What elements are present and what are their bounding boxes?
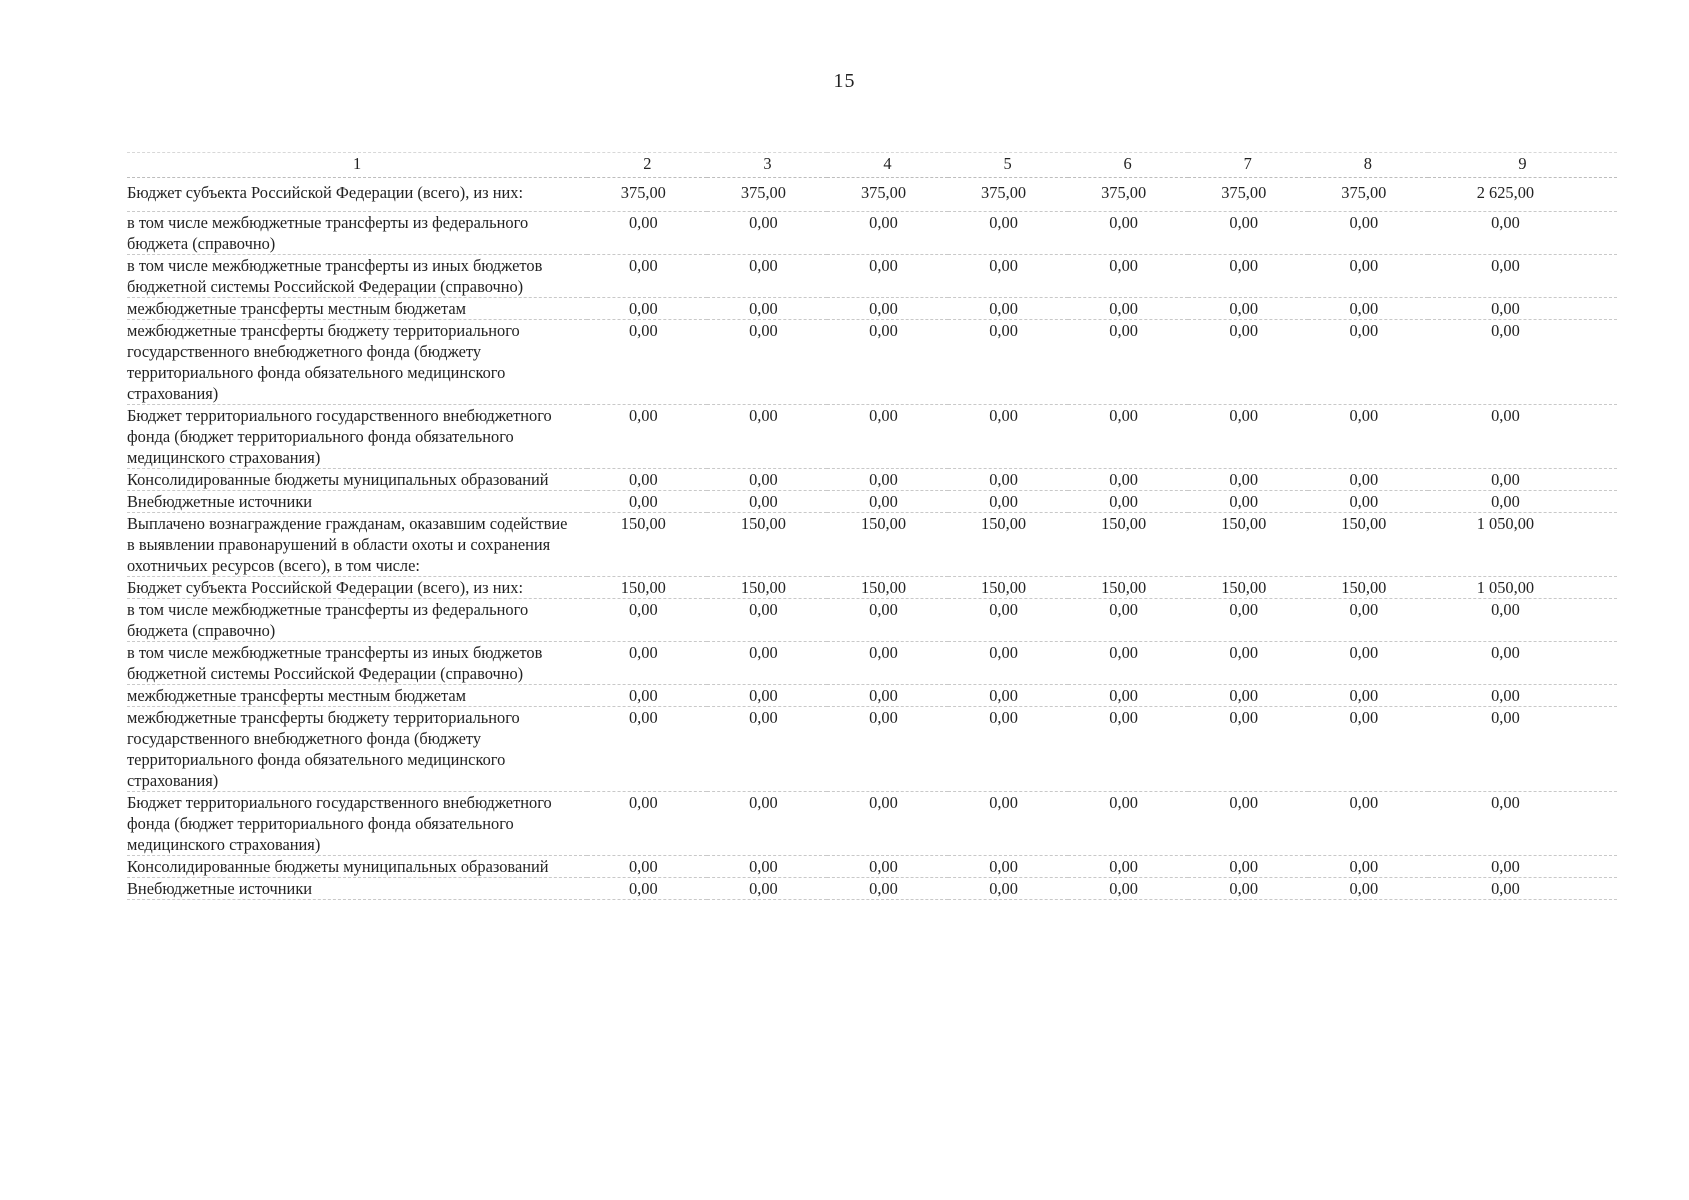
row-year-value: 0,00 — [827, 878, 947, 900]
row-year-value: 0,00 — [827, 469, 947, 491]
column-header: 8 — [1308, 153, 1428, 178]
row-total-value: 0,00 — [1428, 878, 1617, 900]
row-year-value: 0,00 — [1308, 255, 1428, 298]
row-year-value: 0,00 — [587, 856, 707, 878]
row-label: межбюджетные трансферты бюджету территориального государственного внебюджетного фонда (бюджету территориального фонда обязательного медицинского страхования) — [127, 320, 587, 405]
row-total-value: 2 625,00 — [1428, 178, 1617, 212]
row-year-value: 0,00 — [1308, 491, 1428, 513]
row-year-value: 0,00 — [1188, 707, 1308, 792]
row-year-value: 0,00 — [1308, 792, 1428, 856]
row-year-value: 0,00 — [587, 255, 707, 298]
row-year-value: 150,00 — [707, 513, 827, 577]
row-year-value: 0,00 — [1068, 405, 1188, 469]
row-label: Бюджет территориального государственного внебюджетного фонда (бюджет территориального фонда обязательного медицинского страхования) — [127, 792, 587, 856]
row-total-value: 0,00 — [1428, 599, 1617, 642]
row-year-value: 150,00 — [587, 513, 707, 577]
row-year-value: 375,00 — [587, 178, 707, 212]
column-header: 2 — [587, 153, 707, 178]
row-total-value: 0,00 — [1428, 856, 1617, 878]
row-year-value: 0,00 — [1068, 298, 1188, 320]
row-year-value: 0,00 — [827, 642, 947, 685]
row-year-value: 0,00 — [587, 792, 707, 856]
row-year-value: 0,00 — [1068, 212, 1188, 255]
row-year-value: 0,00 — [707, 255, 827, 298]
row-year-value: 0,00 — [1068, 856, 1188, 878]
row-year-value: 0,00 — [1308, 298, 1428, 320]
table-row — [127, 513, 1617, 577]
table-row — [127, 792, 1617, 856]
row-year-value: 150,00 — [587, 577, 707, 599]
row-year-value: 0,00 — [707, 685, 827, 707]
row-year-value: 0,00 — [707, 405, 827, 469]
row-year-value: 0,00 — [948, 642, 1068, 685]
row-total-value: 0,00 — [1428, 792, 1617, 856]
row-year-value: 150,00 — [1068, 577, 1188, 599]
row-year-value: 0,00 — [1068, 469, 1188, 491]
row-year-value: 0,00 — [1068, 599, 1188, 642]
budget-table — [127, 152, 1617, 900]
row-year-value: 0,00 — [1308, 405, 1428, 469]
row-year-value: 375,00 — [707, 178, 827, 212]
row-year-value: 0,00 — [707, 856, 827, 878]
row-year-value: 0,00 — [1068, 685, 1188, 707]
row-year-value: 0,00 — [1188, 642, 1308, 685]
row-total-value: 1 050,00 — [1428, 513, 1617, 577]
row-label: межбюджетные трансферты бюджету территориального государственного внебюджетного фонда (бюджету территориального фонда обязательного медицинского страхования) — [127, 707, 587, 792]
row-year-value: 0,00 — [948, 298, 1068, 320]
table-row — [127, 405, 1617, 469]
row-year-value: 0,00 — [1308, 212, 1428, 255]
row-year-value: 0,00 — [707, 599, 827, 642]
row-year-value: 0,00 — [587, 469, 707, 491]
row-label: Внебюджетные источники — [127, 491, 587, 513]
table-row — [127, 878, 1617, 900]
row-total-value: 0,00 — [1428, 685, 1617, 707]
row-year-value: 0,00 — [948, 212, 1068, 255]
row-year-value: 0,00 — [587, 685, 707, 707]
column-header: 7 — [1188, 153, 1308, 178]
row-label: межбюджетные трансферты местным бюджетам — [127, 685, 587, 707]
row-year-value: 0,00 — [1188, 878, 1308, 900]
table-row — [127, 599, 1617, 642]
row-year-value: 0,00 — [827, 212, 947, 255]
row-label: в том числе межбюджетные трансферты из иных бюджетов бюджетной системы Российской Федерации (справочно) — [127, 642, 587, 685]
row-year-value: 0,00 — [587, 707, 707, 792]
row-year-value: 0,00 — [1188, 298, 1308, 320]
row-year-value: 0,00 — [827, 856, 947, 878]
row-year-value: 0,00 — [707, 642, 827, 685]
row-year-value: 150,00 — [1188, 513, 1308, 577]
row-year-value: 0,00 — [1308, 642, 1428, 685]
table-body — [127, 178, 1617, 900]
row-year-value: 0,00 — [948, 491, 1068, 513]
row-year-value: 0,00 — [948, 405, 1068, 469]
row-year-value: 0,00 — [827, 491, 947, 513]
row-year-value: 0,00 — [1308, 599, 1428, 642]
row-year-value: 0,00 — [948, 685, 1068, 707]
table-row — [127, 298, 1617, 320]
table-row — [127, 178, 1617, 212]
row-year-value: 0,00 — [827, 255, 947, 298]
row-year-value: 0,00 — [948, 707, 1068, 792]
row-total-value: 0,00 — [1428, 320, 1617, 405]
row-year-value: 375,00 — [1188, 178, 1308, 212]
row-year-value: 150,00 — [948, 577, 1068, 599]
row-year-value: 150,00 — [827, 513, 947, 577]
row-total-value: 0,00 — [1428, 469, 1617, 491]
row-year-value: 150,00 — [827, 577, 947, 599]
row-year-value: 0,00 — [827, 320, 947, 405]
table-row — [127, 685, 1617, 707]
row-label: в том числе межбюджетные трансферты из иных бюджетов бюджетной системы Российской Федерации (справочно) — [127, 255, 587, 298]
row-year-value: 0,00 — [827, 685, 947, 707]
row-total-value: 1 050,00 — [1428, 577, 1617, 599]
row-year-value: 150,00 — [1068, 513, 1188, 577]
row-year-value: 150,00 — [1308, 577, 1428, 599]
row-year-value: 0,00 — [587, 212, 707, 255]
row-year-value: 0,00 — [1308, 469, 1428, 491]
row-year-value: 0,00 — [827, 599, 947, 642]
row-total-value: 0,00 — [1428, 642, 1617, 685]
row-label: Консолидированные бюджеты муниципальных образований — [127, 469, 587, 491]
row-year-value: 0,00 — [827, 405, 947, 469]
row-total-value: 0,00 — [1428, 255, 1617, 298]
row-label: Консолидированные бюджеты муниципальных образований — [127, 856, 587, 878]
row-year-value: 0,00 — [1188, 255, 1308, 298]
row-year-value: 0,00 — [1308, 878, 1428, 900]
row-year-value: 0,00 — [1068, 792, 1188, 856]
row-year-value: 0,00 — [948, 792, 1068, 856]
row-year-value: 0,00 — [587, 491, 707, 513]
row-year-value: 0,00 — [1068, 707, 1188, 792]
row-year-value: 0,00 — [1068, 320, 1188, 405]
row-year-value: 0,00 — [1188, 320, 1308, 405]
table-row — [127, 320, 1617, 405]
row-total-value: 0,00 — [1428, 298, 1617, 320]
row-total-value: 0,00 — [1428, 212, 1617, 255]
row-year-value: 0,00 — [827, 298, 947, 320]
table-row — [127, 642, 1617, 685]
row-year-value: 0,00 — [587, 878, 707, 900]
row-year-value: 150,00 — [1188, 577, 1308, 599]
row-year-value: 0,00 — [587, 599, 707, 642]
row-year-value: 0,00 — [587, 642, 707, 685]
row-year-value: 0,00 — [1188, 856, 1308, 878]
row-label: Бюджет субъекта Российской Федерации (всего), из них: — [127, 577, 587, 599]
column-header: 6 — [1068, 153, 1188, 178]
row-year-value: 0,00 — [1188, 599, 1308, 642]
table-row — [127, 856, 1617, 878]
row-year-value: 375,00 — [827, 178, 947, 212]
row-year-value: 0,00 — [707, 320, 827, 405]
table-row — [127, 469, 1617, 491]
row-year-value: 0,00 — [1188, 491, 1308, 513]
column-header: 5 — [948, 153, 1068, 178]
column-header: 3 — [707, 153, 827, 178]
column-header: 9 — [1428, 153, 1617, 178]
row-year-value: 150,00 — [948, 513, 1068, 577]
row-total-value: 0,00 — [1428, 405, 1617, 469]
row-label: в том числе межбюджетные трансферты из федерального бюджета (справочно) — [127, 212, 587, 255]
row-year-value: 0,00 — [827, 707, 947, 792]
table-row — [127, 491, 1617, 513]
row-label: в том числе межбюджетные трансферты из федерального бюджета (справочно) — [127, 599, 587, 642]
row-label: Бюджет субъекта Российской Федерации (всего), из них: — [127, 178, 587, 212]
page-number: 15 — [833, 70, 856, 92]
row-year-value: 0,00 — [1188, 469, 1308, 491]
column-header: 4 — [827, 153, 947, 178]
row-year-value: 0,00 — [948, 469, 1068, 491]
row-year-value: 0,00 — [707, 212, 827, 255]
row-year-value: 0,00 — [827, 792, 947, 856]
row-year-value: 0,00 — [1068, 255, 1188, 298]
row-year-value: 0,00 — [948, 856, 1068, 878]
row-year-value: 0,00 — [1188, 685, 1308, 707]
row-year-value: 0,00 — [948, 320, 1068, 405]
row-total-value: 0,00 — [1428, 491, 1617, 513]
row-year-value: 0,00 — [707, 298, 827, 320]
row-year-value: 0,00 — [1188, 212, 1308, 255]
row-year-value: 0,00 — [707, 469, 827, 491]
row-year-value: 0,00 — [948, 878, 1068, 900]
row-year-value: 0,00 — [1068, 642, 1188, 685]
row-year-value: 375,00 — [1068, 178, 1188, 212]
row-year-value: 0,00 — [587, 298, 707, 320]
row-year-value: 0,00 — [1308, 707, 1428, 792]
table-row — [127, 212, 1617, 255]
header-row — [127, 153, 1617, 178]
row-year-value: 150,00 — [1308, 513, 1428, 577]
row-year-value: 0,00 — [1068, 491, 1188, 513]
row-year-value: 375,00 — [948, 178, 1068, 212]
row-year-value: 0,00 — [1188, 792, 1308, 856]
row-total-value: 0,00 — [1428, 707, 1617, 792]
table-row — [127, 707, 1617, 792]
row-year-value: 0,00 — [707, 707, 827, 792]
column-header: 1 — [127, 153, 587, 178]
row-year-value: 375,00 — [1308, 178, 1428, 212]
table-row — [127, 255, 1617, 298]
row-year-value: 0,00 — [948, 255, 1068, 298]
row-label: межбюджетные трансферты местным бюджетам — [127, 298, 587, 320]
row-year-value: 0,00 — [707, 792, 827, 856]
row-year-value: 0,00 — [1188, 405, 1308, 469]
row-year-value: 0,00 — [587, 405, 707, 469]
row-year-value: 150,00 — [707, 577, 827, 599]
row-year-value: 0,00 — [707, 878, 827, 900]
row-year-value: 0,00 — [1308, 856, 1428, 878]
table-row — [127, 577, 1617, 599]
row-label: Выплачено вознаграждение гражданам, оказавшим содействие в выявлении правонарушений в области охоты и сохранения охотничьих ресурсов (всего), в том числе: — [127, 513, 587, 577]
row-year-value: 0,00 — [1308, 685, 1428, 707]
row-year-value: 0,00 — [948, 599, 1068, 642]
row-year-value: 0,00 — [707, 491, 827, 513]
row-label: Бюджет территориального государственного внебюджетного фонда (бюджет территориального фонда обязательного медицинского страхования) — [127, 405, 587, 469]
row-year-value: 0,00 — [1308, 320, 1428, 405]
row-year-value: 0,00 — [587, 320, 707, 405]
row-year-value: 0,00 — [1068, 878, 1188, 900]
row-label: Внебюджетные источники — [127, 878, 587, 900]
